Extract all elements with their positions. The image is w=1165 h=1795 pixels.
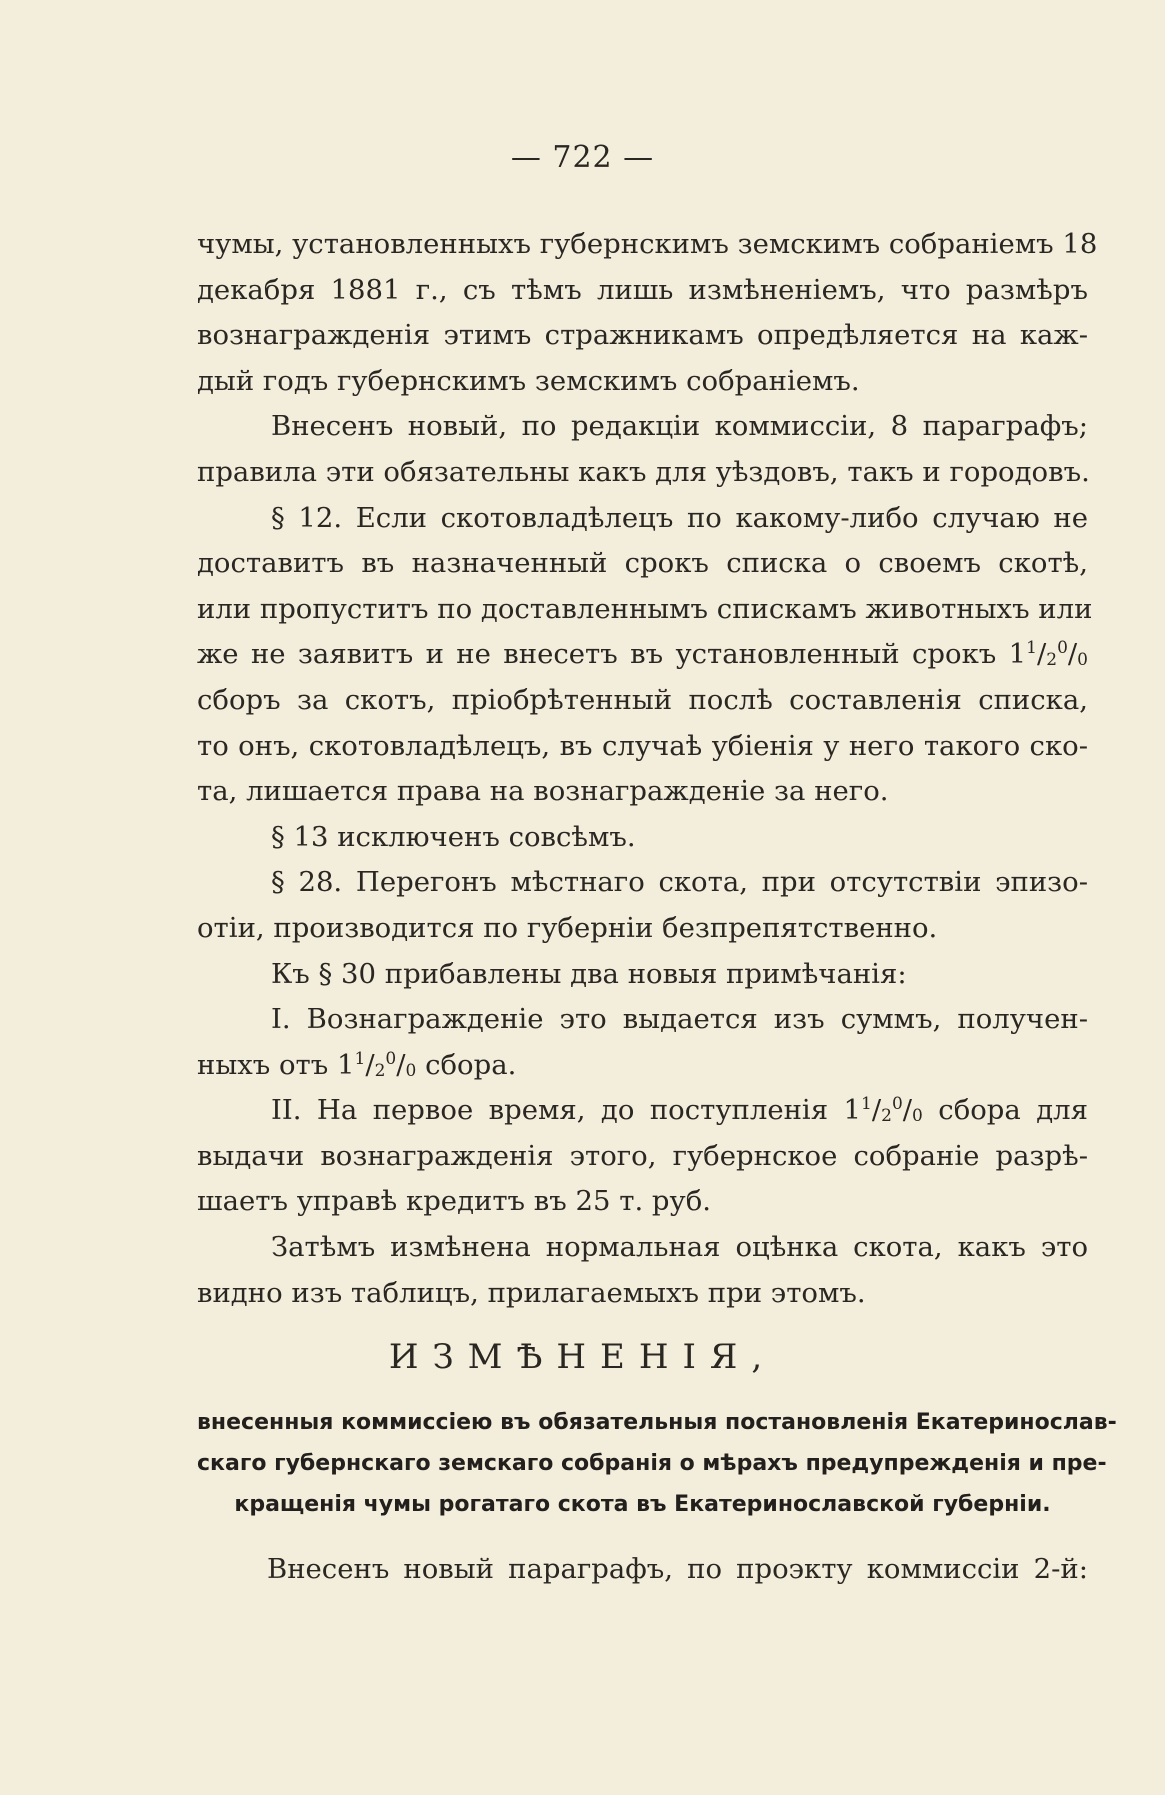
rate-fraction xyxy=(996,638,1088,670)
text-line: I. Вознагражденіе это выдается изъ суммъ, получен- xyxy=(271,1003,1088,1036)
text-line: § 13 исключенъ совсѣмъ. xyxy=(271,820,636,853)
percent-bottom: 0 xyxy=(1077,650,1088,671)
text-line: правила эти обязательны какъ для уѣздовъ, такъ и городовъ. xyxy=(197,455,1090,488)
text-line: или пропуститъ по доставленнымъ спискамъ животныхъ или xyxy=(197,592,1093,625)
rate-slash: / xyxy=(365,1048,375,1081)
section-heading: ИЗМѢНЕНІЯ, xyxy=(388,1337,777,1377)
text-fragment: же не заявитъ и не внесетъ въ установленный срокъ xyxy=(197,638,997,671)
percent-top: 0 xyxy=(1057,638,1068,659)
page-number: — 722 — xyxy=(510,140,655,175)
text-line-with-rate xyxy=(197,1088,1088,1134)
rate-fraction xyxy=(337,1049,416,1081)
text-line: видно изъ таблицъ, прилагаемыхъ при этомъ. xyxy=(197,1276,866,1309)
text-line: сборъ за скотъ, пріобрѣтенный послѣ составленія списка, xyxy=(197,683,1088,716)
text-line: § 28. Перегонъ мѣстнаго скота, при отсутствіи эпизо- xyxy=(271,866,1088,899)
text-line: вознагражденія этимъ стражникамъ опредѣляется на каж- xyxy=(197,319,1088,352)
rate-denominator: 2 xyxy=(1046,650,1058,671)
text-line-with-rate xyxy=(197,632,1088,678)
text-line: выдачи вознагражденія этого, губернское собраніе разрѣ- xyxy=(197,1139,1088,1172)
text-line: то онъ, скотовладѣлецъ, въ случаѣ убіенія у него такого ско- xyxy=(197,729,1088,762)
rate-fraction xyxy=(844,1094,923,1126)
percent-bottom: 0 xyxy=(912,1106,923,1127)
section-subheading xyxy=(197,1402,1117,1525)
subheading-line: кращенія чумы рогатаго скота въ Екатеринославской губерніи. xyxy=(234,1492,1051,1517)
text-fragment: ныхъ отъ xyxy=(197,1048,329,1081)
final-paragraph xyxy=(197,1547,1088,1593)
text-line: Затѣмъ измѣнена нормальная оцѣнка скота, какъ это xyxy=(271,1231,1088,1264)
percent-bottom: 0 xyxy=(405,1060,417,1081)
text-line: Внесенъ новый параграфъ, по проэкту коммиссіи 2-й: xyxy=(267,1553,1088,1585)
text-line: Внесенъ новый, по редакціи коммиссіи, 8 параграфъ; xyxy=(271,410,1088,443)
percent-top: 0 xyxy=(385,1048,397,1069)
percent-slash: / xyxy=(1067,638,1078,671)
percent-top: 0 xyxy=(891,1094,903,1115)
body-text xyxy=(197,222,1098,1316)
text-fragment: сбора для xyxy=(938,1094,1088,1127)
subheading-line: скаго губернскаго земскаго собранія о мѣрахъ предупрежденія и пре- xyxy=(197,1451,1107,1476)
rate-denominator: 2 xyxy=(881,1106,892,1127)
text-fragment: II. На первое время, до поступленія xyxy=(271,1094,829,1127)
text-line: Къ § 30 прибавлены два новыя примѣчанія: xyxy=(271,957,907,990)
text-line: дый годъ губернскимъ земскимъ собраніемъ. xyxy=(197,364,860,397)
text-line: доставитъ въ назначенный срокъ списка о своемъ скотѣ, xyxy=(197,547,1088,580)
text-line: декабря 1881 г., съ тѣмъ лишь измѣненіемъ, что размѣръ xyxy=(197,273,1088,306)
rate-numerator: 1 xyxy=(354,1048,366,1069)
text-line: отіи, производится по губерніи безпрепятственно. xyxy=(197,911,938,944)
rate-slash: / xyxy=(1036,638,1047,671)
text-line: та, лишается права на вознагражденіе за него. xyxy=(197,775,889,808)
rate-slash: / xyxy=(871,1094,882,1127)
rate-numerator: 1 xyxy=(861,1094,872,1115)
rate-whole: 1 xyxy=(843,1094,862,1127)
rate-whole: 1 xyxy=(1008,638,1027,671)
rate-numerator: 1 xyxy=(1026,638,1037,659)
text-line-with-rate xyxy=(197,1043,1088,1089)
rate-denominator: 2 xyxy=(374,1060,386,1081)
text-line: чумы, установленныхъ губернскимъ земскимъ собраніемъ 18 xyxy=(197,228,1098,260)
percent-slash: / xyxy=(396,1048,406,1081)
percent-slash: / xyxy=(902,1094,913,1127)
rate-whole: 1 xyxy=(336,1048,355,1081)
subheading-line: внесенныя коммиссіею въ обязательныя постановленія Екатеринослав- xyxy=(197,1410,1117,1435)
text-line: § 12. Если скотовладѣлецъ по какому-либо случаю не xyxy=(271,501,1088,534)
text-line: шаетъ управѣ кредитъ въ 25 т. руб. xyxy=(197,1185,712,1218)
text-fragment: сбора. xyxy=(425,1048,517,1081)
